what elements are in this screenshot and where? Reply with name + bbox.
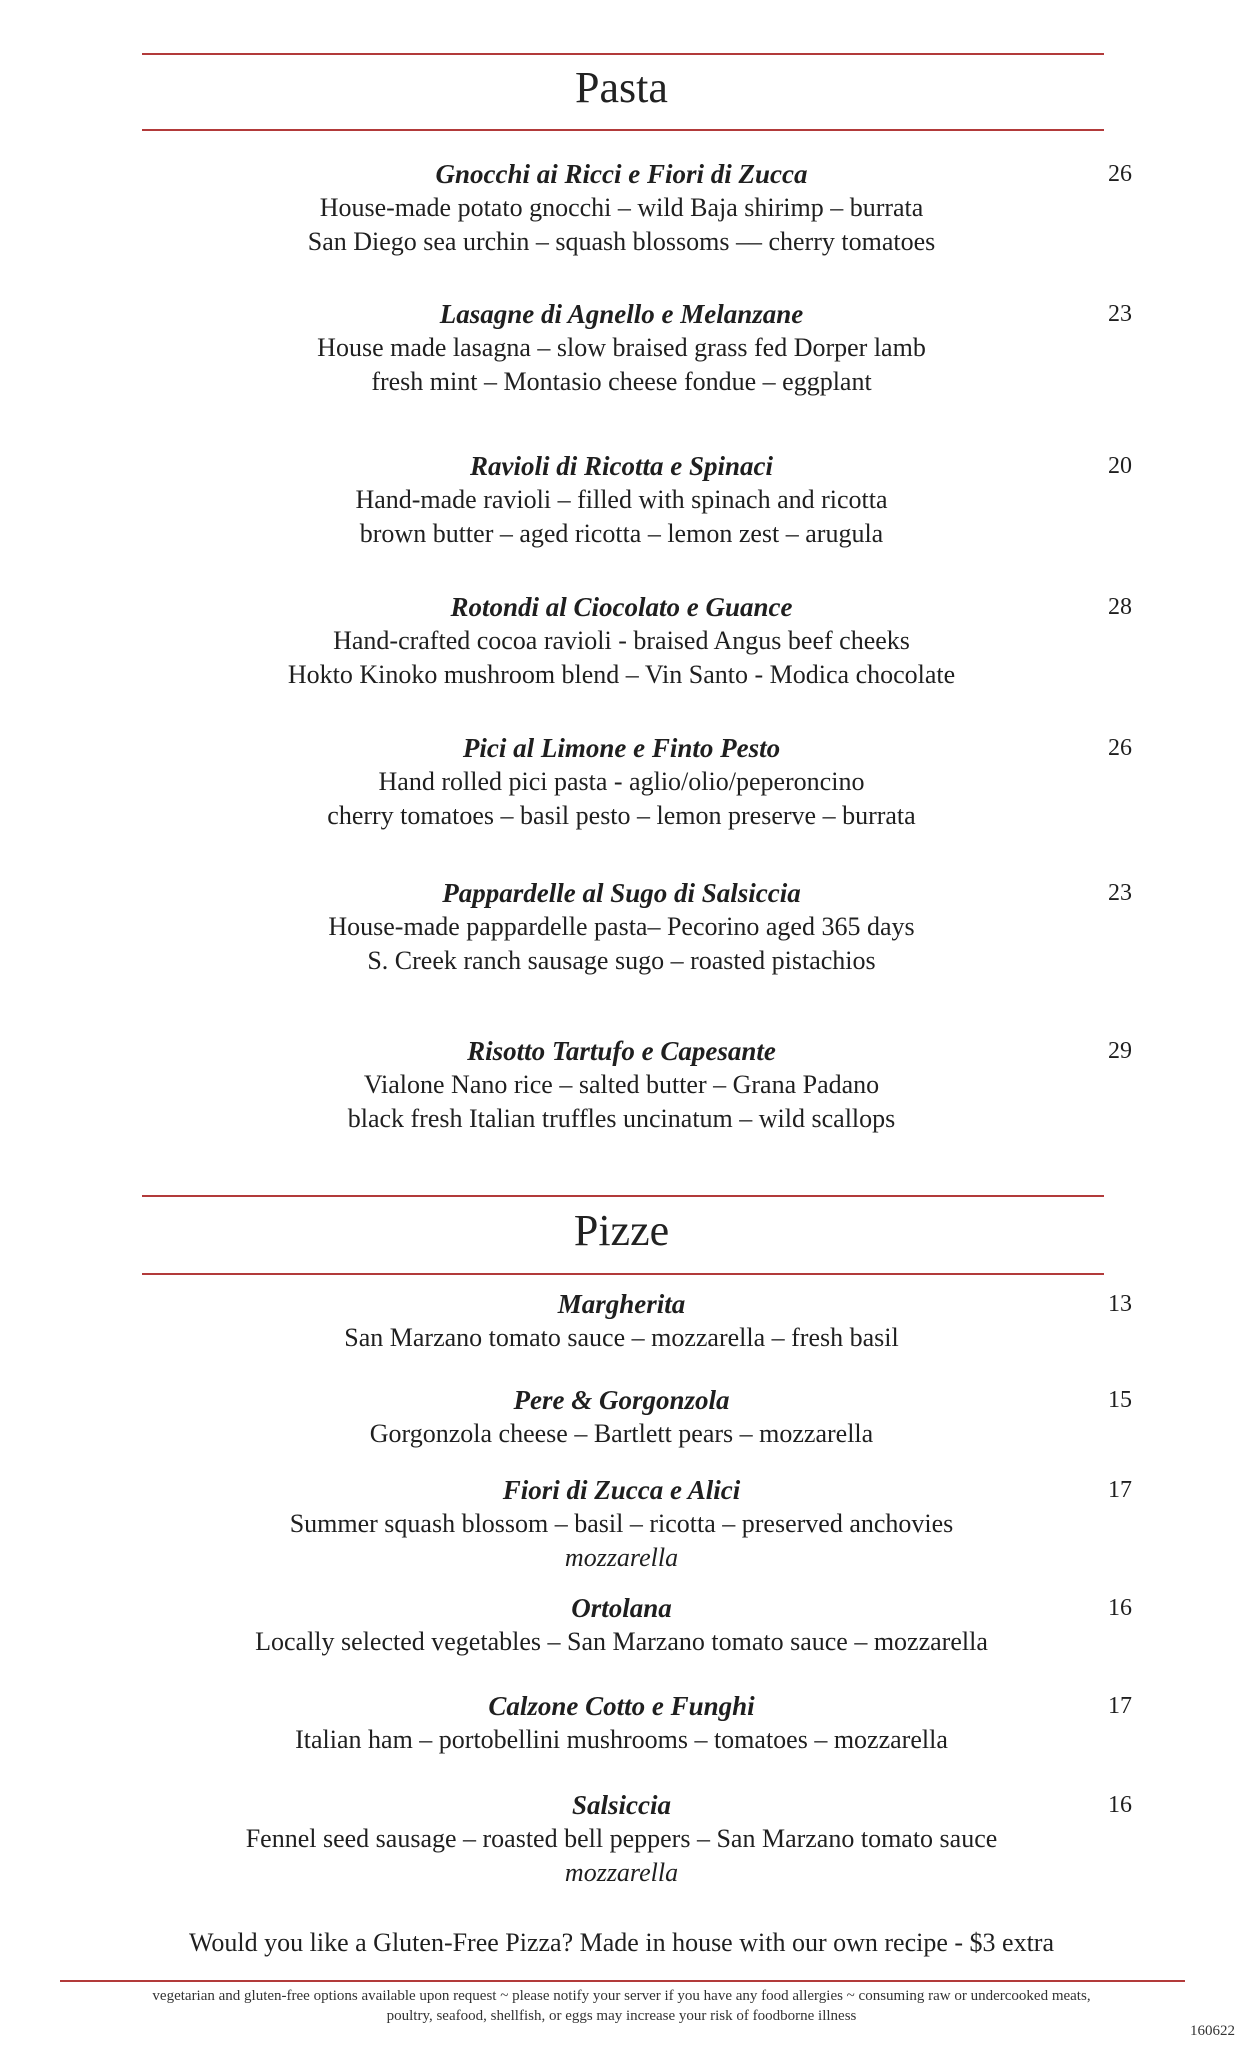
pizze-section-title: Pizze — [573, 1206, 670, 1255]
footer-rule — [60, 1980, 1185, 1982]
item-desc-line1: Hand-crafted cocoa ravioli - braised Angus beef cheeks — [333, 626, 910, 655]
item-price: 28 — [1108, 594, 1132, 620]
pasta-item-pappardelle — [0, 876, 1243, 978]
item-price: 16 — [1108, 1595, 1132, 1621]
pizza-item-margherita — [0, 1287, 1243, 1355]
item-name: Rotondi al Ciocolato e Guance — [450, 592, 793, 622]
item-desc-line1: Fennel seed sausage – roasted bell peppers – San Marzano tomato sauce — [245, 1824, 998, 1853]
item-desc-line2: Hokto Kinoko mushroom blend – Vin Santo - Modica chocolate — [287, 660, 956, 689]
pasta-item-risotto — [0, 1034, 1243, 1136]
item-desc-line1: Italian ham – portobellini mushrooms – tomatoes – mozzarella — [295, 1725, 948, 1754]
item-name: Pere & Gorgonzola — [513, 1385, 730, 1415]
item-desc-line1: Vialone Nano rice – salted butter – Grana Padano — [363, 1070, 880, 1099]
item-desc-line1: Hand-made ravioli – filled with spinach and ricotta — [355, 485, 888, 514]
item-price: 15 — [1108, 1387, 1132, 1413]
item-desc-line2: brown butter – aged ricotta – lemon zest – arugula — [359, 519, 884, 548]
pizze-bottom-rule — [142, 1273, 1104, 1275]
item-price: 16 — [1108, 1792, 1132, 1818]
item-name: Ortolana — [571, 1593, 672, 1623]
item-desc-line2: mozzarella — [564, 1543, 679, 1572]
item-name: Salsiccia — [572, 1790, 671, 1820]
pasta-top-rule — [142, 53, 1104, 55]
item-price: 29 — [1108, 1038, 1132, 1064]
pizza-item-ortolana — [0, 1591, 1243, 1659]
menu-version-code: 160622 — [1190, 2023, 1235, 2039]
footer-disclaimer-line1: vegetarian and gluten-free options available upon request ~ please notify your server if you have any food allergies ~ consuming raw or undercooked meats, — [152, 1988, 1091, 2004]
pasta-item-rotondi — [0, 590, 1243, 692]
item-name: Lasagne di Agnello e Melanzane — [439, 299, 804, 329]
item-desc-line2: cherry tomatoes – basil pesto – lemon preserve – burrata — [327, 801, 916, 830]
item-name: Pappardelle al Sugo di Salsiccia — [442, 878, 801, 908]
item-price: 17 — [1108, 1693, 1132, 1719]
item-price: 17 — [1108, 1477, 1132, 1503]
item-desc-line2: San Diego sea urchin – squash blossoms –– cherry tomatoes — [307, 227, 936, 256]
pasta-bottom-rule — [142, 129, 1104, 131]
item-price: 20 — [1108, 453, 1132, 479]
item-desc-line2: fresh mint – Montasio cheese fondue – eggplant — [371, 367, 872, 396]
item-name: Gnocchi ai Ricci e Fiori di Zucca — [435, 159, 808, 189]
gluten-free-note: Would you like a Gluten-Free Pizza? Made in house with our own recipe - $3 extra — [188, 1928, 1055, 1957]
item-desc-line1: Locally selected vegetables – San Marzano tomato sauce – mozzarella — [255, 1627, 988, 1656]
pasta-item-lasagne — [0, 297, 1243, 399]
item-name: Risotto Tartufo e Capesante — [467, 1036, 776, 1066]
item-name: Calzone Cotto e Funghi — [488, 1691, 755, 1721]
item-desc-line1: San Marzano tomato sauce – mozzarella – fresh basil — [344, 1323, 899, 1352]
pizza-item-salsiccia — [0, 1788, 1243, 1890]
item-name: Fiori di Zucca e Alici — [502, 1475, 741, 1505]
pizza-item-pere-gorgonzola — [0, 1383, 1243, 1451]
item-desc-line2: mozzarella — [564, 1858, 679, 1887]
pasta-item-gnocchi — [0, 157, 1243, 259]
pizze-top-rule — [142, 1195, 1104, 1197]
item-price: 23 — [1108, 880, 1132, 906]
item-desc-line2: black fresh Italian truffles uncinatum – wild scallops — [347, 1104, 896, 1133]
pasta-section-title: Pasta — [575, 63, 668, 112]
item-name: Ravioli di Ricotta e Spinaci — [470, 451, 773, 481]
item-price: 13 — [1108, 1291, 1132, 1317]
item-desc-line1: Gorgonzola cheese – Bartlett pears – mozzarella — [369, 1419, 874, 1448]
item-name: Pici al Limone e Finto Pesto — [462, 733, 781, 763]
footer-disclaimer-line2: poultry, seafood, shellfish, or eggs may increase your risk of foodborne illness — [386, 2008, 857, 2024]
item-price: 26 — [1108, 735, 1132, 761]
pizza-item-fiori-zucca — [0, 1473, 1243, 1575]
item-price: 26 — [1108, 161, 1132, 187]
item-desc-line1: Hand rolled pici pasta - aglio/olio/peperoncino — [378, 767, 865, 796]
item-desc-line1: House-made potato gnocchi – wild Baja shirimp – burrata — [319, 193, 924, 222]
item-desc-line1: Summer squash blossom – basil – ricotta – preserved anchovies — [289, 1509, 954, 1538]
item-name: Margherita — [557, 1289, 686, 1319]
item-desc-line2: S. Creek ranch sausage sugo – roasted pistachios — [367, 946, 876, 975]
pasta-item-pici — [0, 731, 1243, 833]
item-desc-line1: House-made pappardelle pasta– Pecorino aged 365 days — [328, 912, 915, 941]
item-desc-line1: House made lasagna – slow braised grass fed Dorper lamb — [317, 333, 926, 362]
item-price: 23 — [1108, 301, 1132, 327]
pizza-item-calzone — [0, 1689, 1243, 1757]
pasta-item-ravioli — [0, 449, 1243, 551]
